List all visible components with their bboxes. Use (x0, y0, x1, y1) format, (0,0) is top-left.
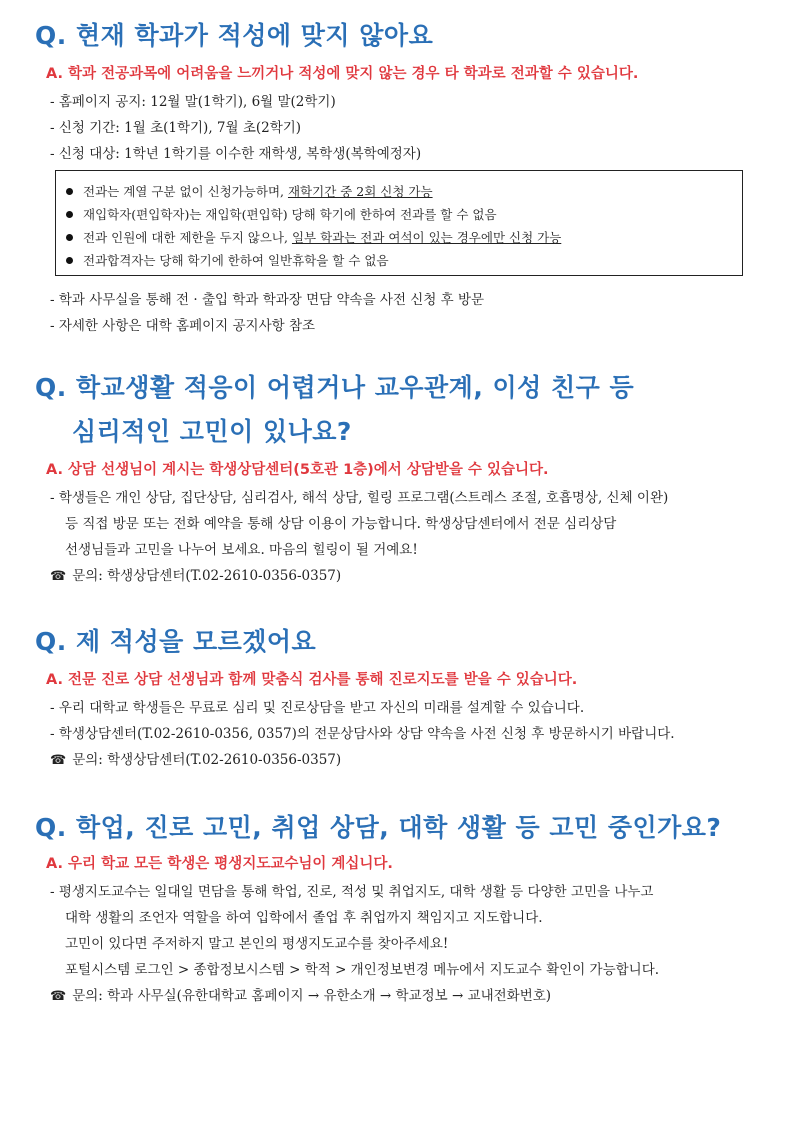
bullet-icon (66, 234, 73, 241)
notice-box (55, 170, 743, 276)
answer-1: A. 학과 전공과목에 어려움을 느끼거나 적성에 맞지 않는 경우 타 학과로 전과할 수 있습니다. (46, 66, 639, 82)
phone-icon: ☎ (50, 569, 67, 584)
s4-contact: ☎ 문의: 학과 사무실(유한대학교 홈페이지 → 유한소개 → 학교정보 → 교내전화번호) (50, 988, 552, 1004)
s2-line-2: 등 직접 방문 또는 전화 예약을 통해 상담 이용이 가능합니다. 학생상담센터에서 전문 심리상담 (65, 516, 617, 532)
s4-line-3: 고민이 있다면 주저하지 말고 본인의 평생지도교수를 찾아주세요! (65, 936, 449, 952)
s4-line-1: - 평생지도교수는 일대일 면담을 통해 학업, 진로, 적성 및 취업지도, 대학 생활 등 다양한 고민을 나누고 (50, 884, 654, 900)
answer-4: A. 우리 학교 모든 학생은 평생지도교수님이 계십니다. (46, 856, 393, 872)
question-1: Q. 현재 학과가 적성에 맞지 않아요 (35, 21, 434, 50)
question-4: Q. 학업, 진로 고민, 취업 상담, 대학 생활 등 고민 중인가요? (35, 813, 722, 842)
s4-line-4: 포털시스템 로그인 > 종합정보시스템 > 학적 > 개인정보변경 메뉴에서 지도교수 확인이 가능합니다. (65, 962, 660, 978)
notice-item: 전과합격자는 당해 학기에 한하여 일반휴학을 할 수 없음 (66, 251, 389, 269)
s4-line-2: 대학 생활의 조언자 역할을 하여 입학에서 졸업 후 취업까지 책임지고 지도합니다. (65, 910, 543, 926)
s2-contact: ☎ 문의: 학생상담센터(T.02-2610-0356-0357) (50, 568, 342, 584)
s2-line-1: - 학생들은 개인 상담, 집단상담, 심리검사, 해석 상담, 힐링 프로그램(스트레스 조절, 호흡명상, 신체 이완) (50, 490, 669, 506)
s1-line-2: - 신청 기간: 1월 초(1학기), 7월 초(2학기) (50, 120, 302, 136)
s1-line-1: - 홈페이지 공지: 12월 말(1학기), 6월 말(2학기) (50, 94, 336, 110)
s1-line-3: - 신청 대상: 1학년 1학기를 이수한 재학생, 복학생(복학예정자) (50, 146, 422, 162)
phone-icon: ☎ (50, 989, 67, 1004)
s3-line-2: - 학생상담센터(T.02-2610-0356, 0357)의 전문상담사와 상담 약속을 사전 신청 후 방문하시기 바랍니다. (50, 726, 675, 742)
notice-item: 재입학자(편입학자)는 재입학(편입학) 당해 학기에 한하여 전과를 할 수 없음 (66, 205, 497, 223)
s3-line-1: - 우리 대학교 학생들은 무료로 심리 및 진로상담을 받고 자신의 미래를 설계할 수 있습니다. (50, 700, 585, 716)
s2-line-3: 선생님들과 고민을 나누어 보세요. 마음의 힐링이 될 거예요! (65, 542, 418, 558)
notice-item: 전과 인원에 대한 제한을 두지 않으나, 일부 학과는 전과 여석이 있는 경우에만 신청 가능 (66, 228, 561, 246)
bullet-icon (66, 211, 73, 218)
phone-icon: ☎ (50, 753, 67, 768)
question-3: Q. 제 적성을 모르겠어요 (35, 627, 317, 656)
notice-item: 전과는 계열 구분 없이 신청가능하며, 재학기간 중 2회 신청 가능 (66, 182, 433, 200)
bullet-icon (66, 188, 73, 195)
s1-after-2: - 자세한 사항은 대학 홈페이지 공지사항 참조 (50, 318, 316, 334)
s3-contact: ☎ 문의: 학생상담센터(T.02-2610-0356-0357) (50, 752, 342, 768)
bullet-icon (66, 257, 73, 264)
question-2: Q. 학교생활 적응이 어렵거나 교우관계, 이성 친구 등 (35, 373, 635, 402)
answer-3: A. 전문 진로 상담 선생님과 함께 맞춤식 검사를 통해 진로지도를 받을 수 있습니다. (46, 672, 578, 688)
answer-2: A. 상담 선생님이 계시는 학생상담센터(5호관 1층)에서 상담받을 수 있습니다. (46, 462, 549, 478)
question-2-line-2: 심리적인 고민이 있나요? (72, 417, 352, 446)
s1-after-1: - 학과 사무실을 통해 전 · 출입 학과 학과장 면담 약속을 사전 신청 후 방문 (50, 292, 485, 308)
